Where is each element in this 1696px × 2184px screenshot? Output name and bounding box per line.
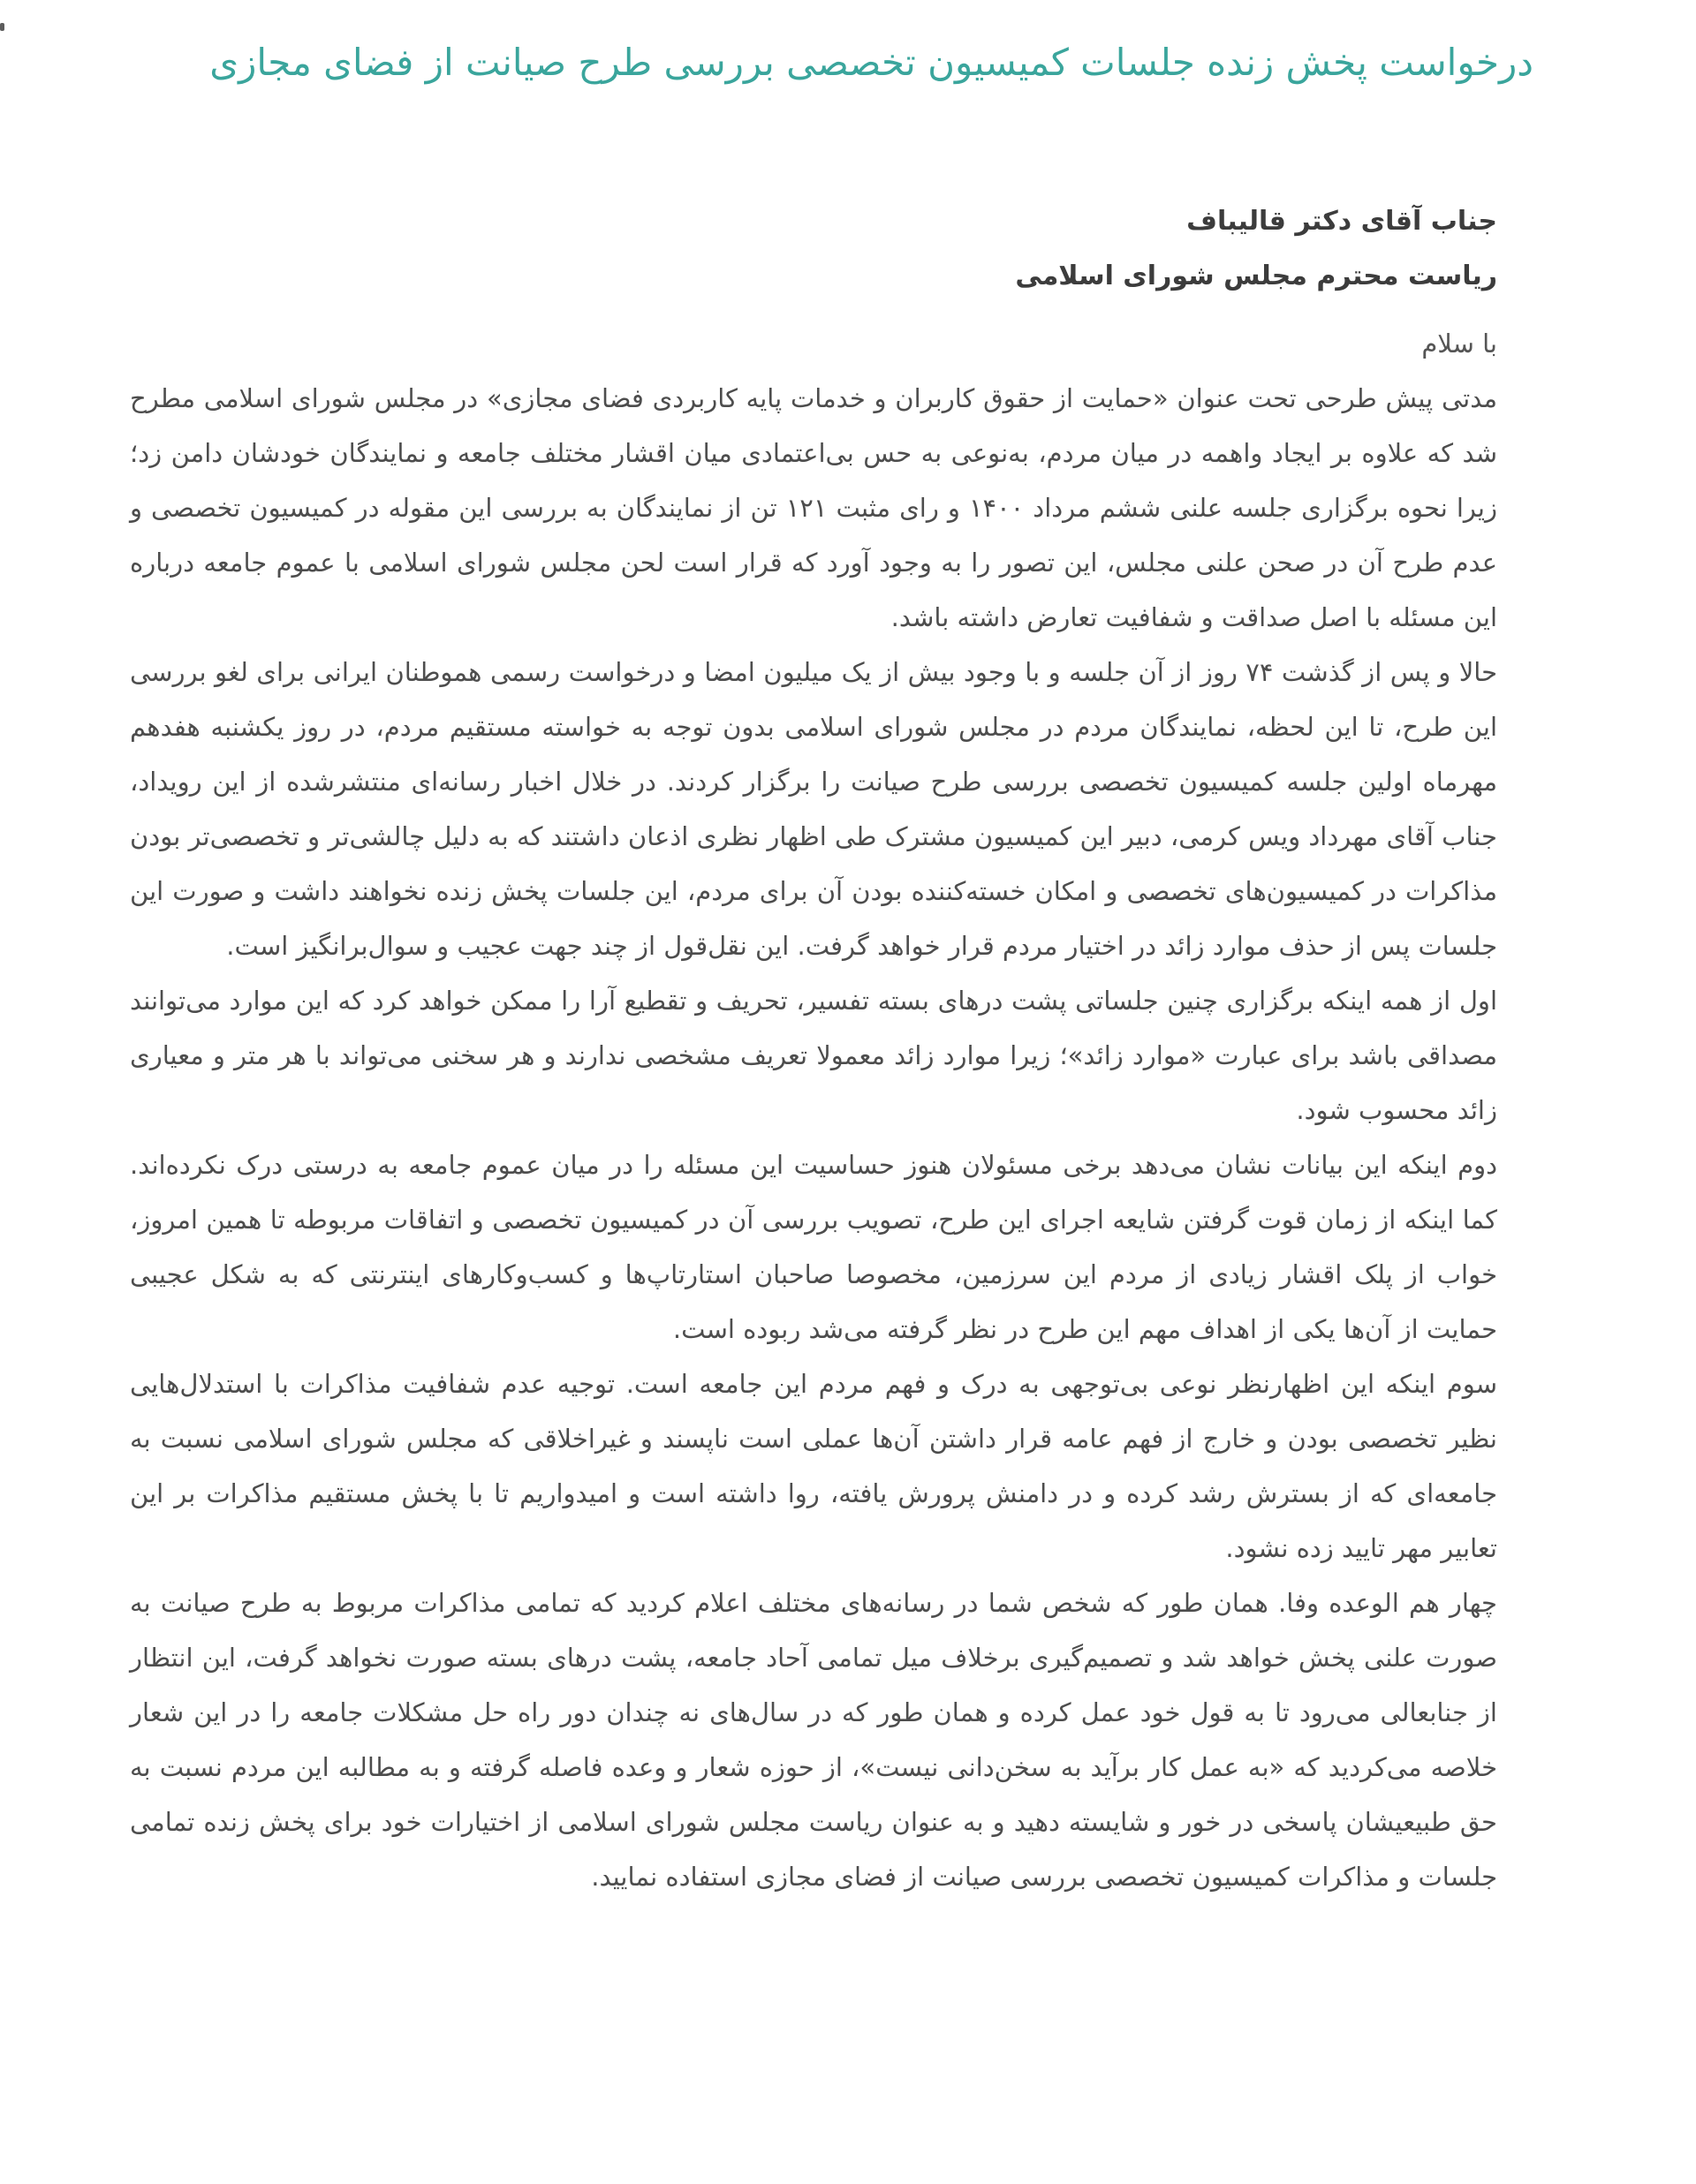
corner-dot xyxy=(0,23,4,31)
paragraph-5: سوم اینکه این اظهارنظر نوعی بی‌توجهی به درک و فهم مردم این جامعه است. توجیه عدم شفافیت مذاکرات با استدلال‌هایی نظیر تخصصی بودن و خارج از فهم عامه قرار داشتن آن‌ها عملی است ناپسند و غیراخلاقی که مجلس شورای اسلامی نسبت به جامعه‌ای که از بسترش رشد کرده و در دامنش پرورش یافته، روا داشته است و امیدواریم تا با پخش مستقیم مذاکرات بر این تعابیر مهر تایید زده نشود. xyxy=(130,1369,1497,1563)
greeting: با سلام xyxy=(1421,329,1497,359)
paragraph-1: مدتی پیش طرحی تحت عنوان «حمایت از حقوق کاربران و خدمات پایه کاربردی فضای مجازی» در مجلس شورای اسلامی مطرح شد که علاوه بر ایجاد واهمه در میان مردم، به‌نوعی به حس بی‌اعتمادی میان اقشار مختلف جامعه و نمایندگان خودشان دامن زد؛ زیرا نحوه برگزاری جلسه علنی ششم مرداد ۱۴۰۰ و رای مثبت ۱۲۱ تن از نمایندگان به بررسی این مقوله در کمیسیون تخصصی و عدم طرح آن در صحن علنی مجلس، این تصور را به وجود آورد که قرار است لحن مجلس شورای اسلامی با عموم جامعه درباره این مسئله با اصل صداقت و شفافیت تعارض داشته باشد. xyxy=(130,383,1497,632)
paragraph-2: حالا و پس از گذشت ۷۴ روز از آن جلسه و با وجود بیش از یک میلیون امضا و درخواست رسمی هموطنان ایرانی برای لغو بررسی این طرح، تا این لحظه، نمایندگان مردم در مجلس شورای اسلامی بدون توجه به خواسته مستقیم مردم، در روز یکشنبه هفدهم مهرماه اولین جلسه کمیسیون تخصصی بررسی طرح صیانت را برگزار کردند. در خلال اخبار رسانه‌ای منتشرشده از این رویداد، جناب آقای مهرداد ویس کرمی، دبیر این کمیسیون مشترک طی اظهار نظری اذعان داشتند که به دلیل چالشی‌تر و تخصصی‌تر بودن مذاکرات در کمیسیون‌های تخصصی و امکان خسته‌کننده بودن آن برای مردم، این جلسات پخش زنده نخواهند داشت و صورت این جلسات پس از حذف موارد زائد در اختیار مردم قرار خواهد گرفت. این نقل‌قول از چند جهت عجیب و سوال‌برانگیز است. xyxy=(130,657,1497,961)
paragraph-4: دوم اینکه این بیانات نشان می‌دهد برخی مسئولان هنوز حساسیت این مسئله را در میان عموم جامعه به درستی درک نکرده‌اند. کما اینکه از زمان قوت گرفتن شایعه اجرای این طرح، تصویب بررسی آن در کمیسیون تخصصی و اتفاقات مربوطه تا همین امروز، خواب از پلک اقشار زیادی از مردم این سرزمین، مخصوصا صاحبان استارتاپ‌ها و کسب‌وکارهای اینترنتی که به شکل عجیبی حمایت از آن‌ها یکی از اهداف مهم این طرح در نظر گرفته می‌شد ربوده است. xyxy=(130,1150,1497,1344)
paragraph-3: اول از همه اینکه برگزاری چنین جلساتی پشت درهای بسته تفسیر، تحریف و تقطیع آرا را ممکن خواهد کرد که این موارد می‌توانند مصداقی باشد برای عبارت «موارد زائد»؛ زیرا موارد زائد معمولا تعریف مشخصی ندارند و هر سخنی می‌تواند با هر متر و معیاری زائد محسوب شود. xyxy=(130,986,1497,1125)
paragraph-6: چهار هم الوعده وفا. همان طور که شخص شما در رسانه‌های مختلف اعلام کردید که تمامی مذاکرات مربوط به طرح صیانت به صورت علنی پخش خواهد شد و تصمیم‌گیری برخلاف میل تمامی آحاد جامعه، پشت درهای بسته صورت نخواهد گرفت، این انتظار از جنابعالی می‌رود تا به قول خود عمل کرده و همان طور که در سال‌های نه چندان دور راه حل مشکلات جامعه را در این شعار خلاصه می‌کردید که «به عمل کار برآید به سخن‌دانی نیست»، از حوزه شعار و وعده فاصله گرفته و به مطالبه این مردم نسبت به حق طبیعیشان پاسخی در خور و شایسته دهید و به عنوان ریاست مجلس شورای اسلامی از اختیارات خود برای پخش زنده تمامی جلسات و مذاکرات کمیسیون تخصصی بررسی صیانت از فضای مجازی استفاده نمایید. xyxy=(130,1588,1497,1892)
addressee-name: جناب آقای دکتر قالیباف xyxy=(1186,206,1497,237)
addressee-title: ریاست محترم مجلس شورای اسلامی xyxy=(1015,261,1497,291)
page-title: درخواست پخش زنده جلسات کمیسیون تخصصی بررسی طرح صیانت از فضای مجازی xyxy=(209,41,1533,84)
letter-body xyxy=(130,194,1497,1904)
